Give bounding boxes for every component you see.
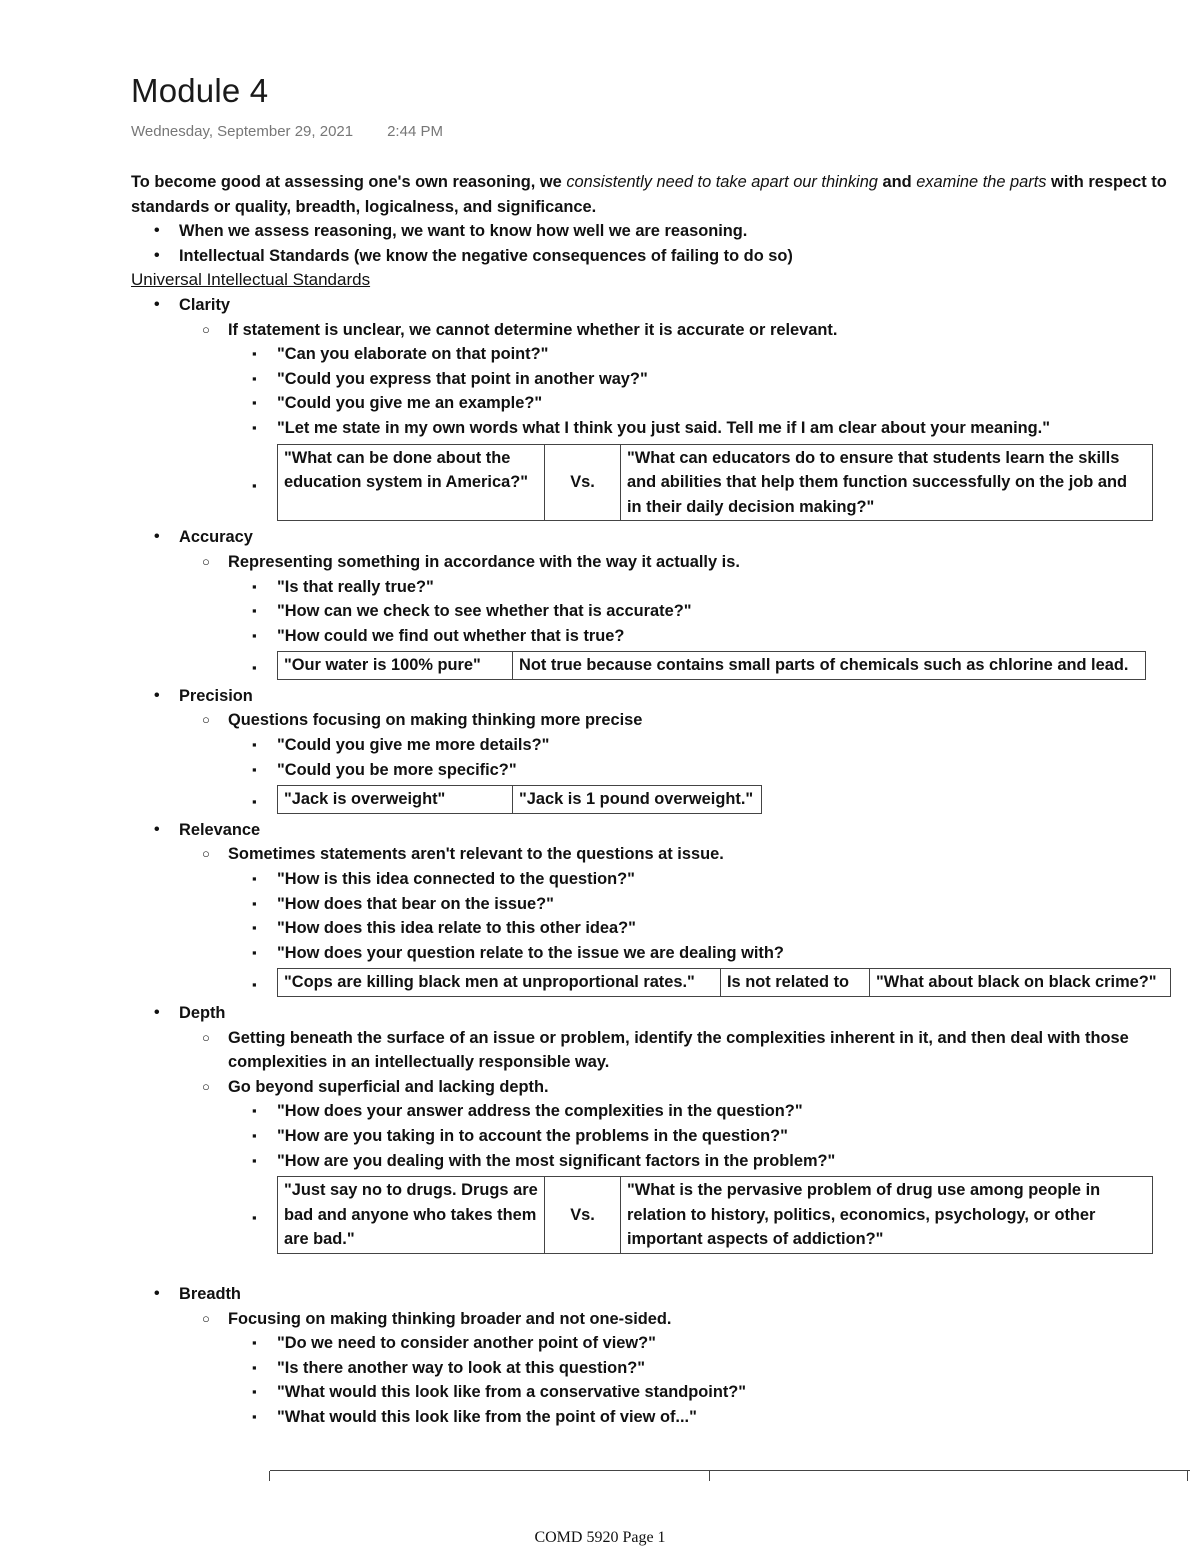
table-cell: "What can be done about the education system in America?" [278, 444, 545, 521]
example-row [228, 968, 1176, 997]
square-bullet-icon: ▪ [252, 977, 257, 993]
standard-relevance [131, 818, 1176, 997]
list-item: ▪ "Could you be more specific?" [228, 758, 1176, 783]
list-item: ▪ "Is that really true?" [228, 575, 1176, 600]
example-row [228, 785, 1176, 814]
table-cell: Vs. [545, 444, 621, 521]
table-cell: "Our water is 100% pure" [278, 652, 513, 680]
list-item: ▪ "What would this look like from a conservative standpoint?" [228, 1380, 1176, 1405]
standard-description: Sometimes statements aren't relevant to the questions at issue. [228, 845, 724, 864]
intro-italic-1: consistently need to take apart our thinking [566, 173, 878, 191]
example-table [277, 444, 1153, 522]
list-item [179, 1307, 1176, 1430]
table-cell: "What about black on black crime?" [870, 969, 1171, 997]
list-item: • When we assess reasoning, we want to know how well we are reasoning. [131, 219, 1176, 244]
table-cell: "What can educators do to ensure that students learn the skills and abilities that help them function successfully on the job and in their daily decision making?" [621, 444, 1153, 521]
list-item: • Intellectual Standards (we know the negative consequences of failing to do so) [131, 244, 1176, 269]
list-item [179, 550, 1176, 680]
list-item [179, 842, 1176, 997]
table-cell: "What is the pervasive problem of drug use among people in relation to history, politics, economics, psychology, or other important aspects of addiction?" [621, 1177, 1153, 1254]
list-item [179, 318, 1176, 522]
standard-accuracy [131, 525, 1176, 680]
list-item: ▪ "How are you taking in to account the problems in the question?" [228, 1124, 1176, 1149]
table-divider [709, 1471, 710, 1481]
standard-precision [131, 684, 1176, 814]
standard-breadth [131, 1282, 1176, 1430]
standard-description: If statement is unclear, we cannot determine whether it is accurate or relevant. [228, 320, 838, 339]
standard-description: Questions focusing on making thinking more precise [228, 711, 643, 730]
note-body [131, 170, 1176, 1430]
page-time: 2:44 PM [387, 123, 443, 140]
intro-text-3: with respect to standards or quality, breadth, logicalness, and significance. [131, 173, 1167, 216]
square-bullet-icon: ▪ [252, 1210, 257, 1226]
list-item: ▪ "How are you dealing with the most significant factors in the problem?" [228, 1149, 1176, 1174]
standard-name: Accuracy [179, 528, 253, 547]
table-cell: "Jack is 1 pound overweight." [513, 786, 762, 814]
standard-description: Focusing on making thinking broader and not one-sided. [228, 1309, 672, 1328]
standard-depth [131, 1001, 1176, 1254]
standard-clarity [131, 293, 1176, 521]
intro-text-1: To become good at assessing one's own reasoning, we [131, 173, 567, 191]
cut-off-table [270, 1470, 1190, 1485]
table-cell: Not true because contains small parts of chemicals such as chlorine and lead. [513, 652, 1146, 680]
list-item: ▪ "What would this look like from the point of view of..." [228, 1405, 1176, 1430]
example-row [228, 444, 1176, 522]
list-item: ▪ "How does this idea relate to this other idea?" [228, 916, 1176, 941]
list-item [179, 1075, 1176, 1254]
table-cell: "Jack is overweight" [278, 786, 513, 814]
list-item: ▪ "How does your answer address the complexities in the question?" [228, 1099, 1176, 1124]
example-row [228, 651, 1176, 680]
square-bullet-icon: ▪ [252, 477, 257, 493]
list-item: ▪ "Can you elaborate on that point?" [228, 342, 1176, 367]
page-datetime [131, 123, 443, 140]
list-item: ▪ "How does that bear on the issue?" [228, 892, 1176, 917]
standard-name: Breadth [179, 1284, 241, 1303]
example-table [277, 1176, 1153, 1254]
table-cell: Vs. [545, 1177, 621, 1254]
list-item: ▪ "How does your question relate to the issue we are dealing with? [228, 941, 1176, 966]
table-cell: "Cops are killing black men at unproportional rates." [278, 969, 721, 997]
intro-paragraph [131, 170, 1176, 219]
intro-list [131, 219, 1176, 268]
table-divider [1187, 1471, 1188, 1481]
standard-description: Representing something in accordance with the way it actually is. [228, 552, 740, 571]
square-bullet-icon: ▪ [252, 660, 257, 676]
list-item [179, 708, 1176, 813]
list-item: ▪ "How could we find out whether that is true? [228, 624, 1176, 649]
standard-name: Precision [179, 686, 253, 705]
square-bullet-icon: ▪ [252, 794, 257, 810]
standard-description: Go beyond superficial and lacking depth. [228, 1077, 549, 1096]
standard-name: Clarity [179, 295, 231, 314]
list-item: ○ Getting beneath the surface of an issue or problem, identify the complexities inherent in it, and then deal with those complexities in an intellectually responsible way. [179, 1026, 1176, 1075]
table-cell: "Just say no to drugs. Drugs are bad and anyone who takes them are bad." [278, 1177, 545, 1254]
page-title: Module 4 [131, 72, 269, 109]
list-item: ▪ "Could you give me more details?" [228, 733, 1176, 758]
example-row [228, 1176, 1176, 1254]
example-table [277, 785, 762, 814]
table-cell: Is not related to [721, 969, 870, 997]
standard-name: Relevance [179, 820, 261, 839]
list-item: ▪ "How is this idea connected to the question?" [228, 867, 1176, 892]
list-item: ▪ "Let me state in my own words what I think you just said. Tell me if I am clear about your meaning." [228, 416, 1176, 441]
section-heading: Universal Intellectual Standards [131, 270, 371, 290]
example-table [277, 651, 1146, 680]
page-footer: COMD 5920 Page 1 [534, 1529, 666, 1546]
intro-italic-2: examine the parts [916, 173, 1047, 191]
example-table [277, 968, 1171, 997]
list-item: ▪ "Could you give me an example?" [228, 391, 1176, 416]
list-item: ▪ "Do we need to consider another point of view?" [228, 1331, 1176, 1356]
standard-name: Depth [179, 1004, 226, 1022]
list-item: ▪ "Is there another way to look at this question?" [228, 1356, 1176, 1381]
list-item: ▪ "Could you express that point in another way?" [228, 367, 1176, 392]
list-item: ▪ "How can we check to see whether that is accurate?" [228, 599, 1176, 624]
page-date: Wednesday, September 29, 2021 [131, 123, 354, 140]
intro-text-2: and [877, 173, 917, 191]
standards-list [131, 293, 1176, 1430]
table-divider [269, 1471, 270, 1481]
